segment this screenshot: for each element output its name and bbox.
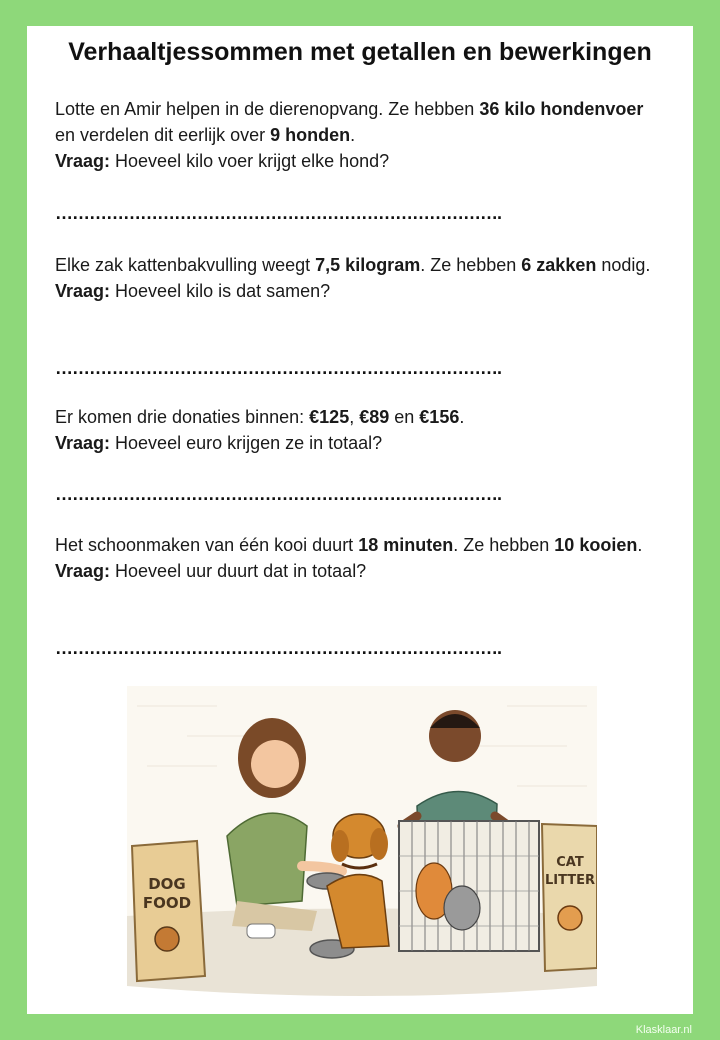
question-bold: €89: [359, 407, 390, 427]
question-text: Er komen drie donaties binnen:: [55, 407, 310, 427]
question-bold: €125: [309, 407, 350, 427]
question-text: Het schoonmaken van één kooi duurt: [55, 535, 359, 555]
question-1: [55, 96, 665, 174]
answer-line-3[interactable]: …………………………………………………………………….: [55, 484, 502, 504]
footer-credit: Klasklaar.nl: [635, 1024, 692, 1036]
question-text: Elke zak kattenbakvulling weegt: [55, 255, 316, 275]
dog-food-text: DOG: [148, 875, 186, 893]
question-text: .: [459, 407, 465, 427]
cat-litter-text: CAT: [556, 855, 584, 870]
question-text: en verdelen dit eerlijk over: [55, 125, 271, 145]
question-bold: 9 honden: [270, 125, 351, 145]
svg-text:FOOD: FOOD: [142, 894, 192, 912]
cat-cage: [399, 821, 539, 951]
cat-face-icon: [558, 906, 582, 930]
question-text: nodig.: [596, 255, 651, 275]
cat-litter-bag: [542, 824, 597, 971]
question-bold: €156: [419, 407, 460, 427]
answer-line-4[interactable]: …………………………………………………………………….: [55, 638, 502, 658]
vraag-text: Hoeveel euro krijgen ze in totaal?: [110, 433, 383, 453]
question-text: . Ze hebben: [420, 255, 522, 275]
grey-cat: [444, 886, 480, 930]
svg-text:LITTER: LITTER: [544, 873, 596, 888]
worksheet: [27, 26, 693, 1014]
question-text: .: [350, 125, 356, 145]
vraag-text: Hoeveel uur duurt dat in totaal?: [110, 561, 367, 581]
dog-face-icon: [155, 927, 179, 951]
question-text: . Ze hebben: [453, 535, 555, 555]
question-bold: 36 kilo hondenvoer: [479, 99, 644, 119]
vraag-text: Hoeveel kilo is dat samen?: [110, 281, 331, 301]
question-4: [55, 532, 665, 584]
question-3: [55, 404, 665, 456]
question-text: en: [389, 407, 420, 427]
question-2: [55, 252, 665, 304]
vraag-label: Vraag:: [55, 281, 111, 301]
vraag-label: Vraag:: [55, 151, 111, 171]
page-title: Verhaaltjessommen met getallen en bewerkingen: [68, 38, 652, 66]
question-bold: 18 minuten: [358, 535, 454, 555]
animal-shelter-illustration: [127, 686, 597, 1006]
question-text: .: [637, 535, 643, 555]
answer-line-2[interactable]: …………………………………………………………………….: [55, 358, 502, 378]
question-bold: 10 kooien: [554, 535, 638, 555]
vraag-label: Vraag:: [55, 561, 111, 581]
question-text: Lotte en Amir helpen in de dierenopvang. Ze hebben: [55, 99, 480, 119]
answer-line-1[interactable]: …………………………………………………………………….: [55, 203, 502, 223]
question-bold: 7,5 kilogram: [315, 255, 421, 275]
dog-food-bag: [132, 841, 205, 981]
vraag-text: Hoeveel kilo voer krijgt elke hond?: [110, 151, 390, 171]
question-bold: 6 zakken: [521, 255, 597, 275]
question-text: ,: [349, 407, 360, 427]
vraag-label: Vraag:: [55, 433, 111, 453]
